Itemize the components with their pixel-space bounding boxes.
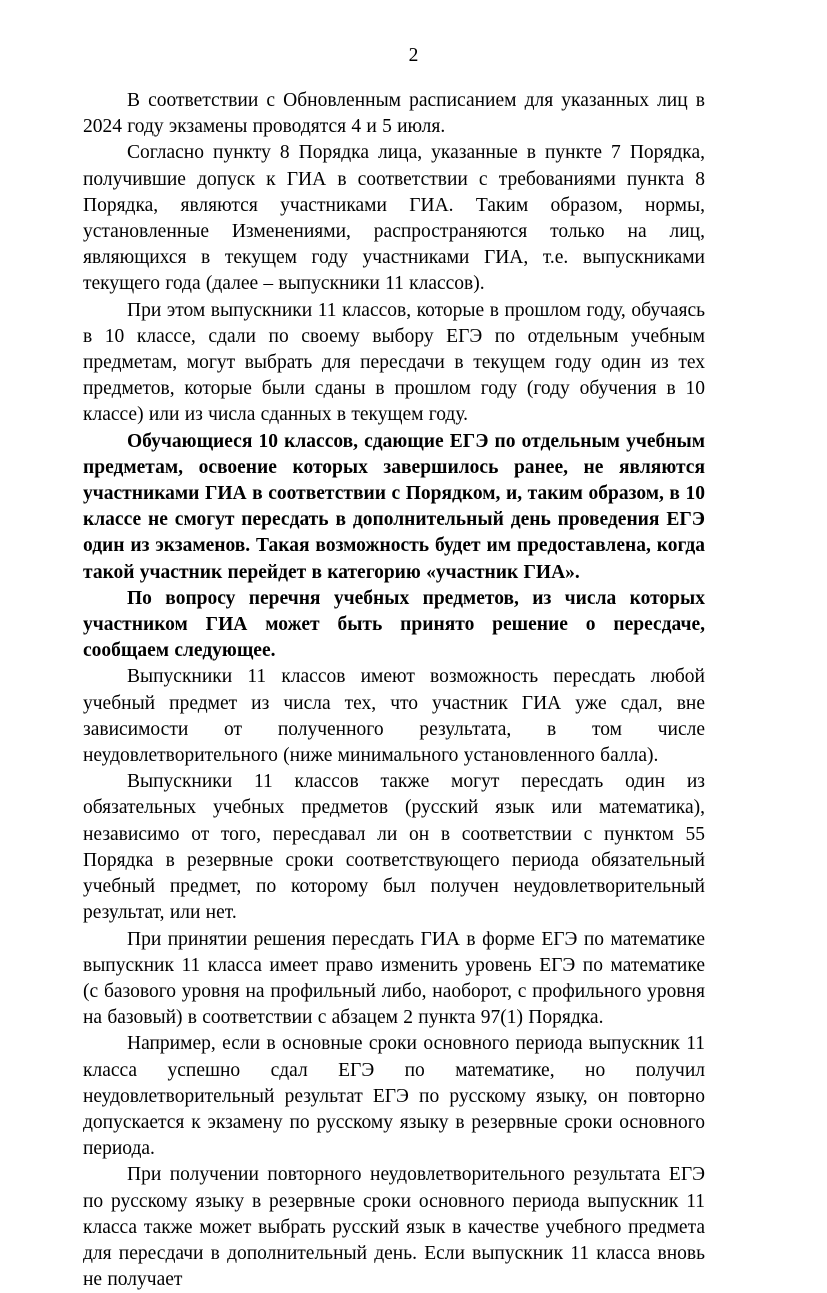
paragraph: В соответствии с Обновленным расписанием для указанных лиц в 2024 году экзамены проводятся 4 и 5 июля. bbox=[83, 90, 705, 138]
document-body bbox=[83, 88, 705, 1293]
page-number: 2 bbox=[408, 45, 419, 66]
paragraph-bold: По вопросу перечня учебных предметов, из числа которых участником ГИА может быть принято решение о пересдаче, сообщаем следующее. bbox=[83, 587, 705, 662]
paragraph: Согласно пункту 8 Порядка лица, указанные в пункте 7 Порядка, получившие допуск к ГИА в соответствии с требованиями пункта 8 Порядка, являются участниками ГИА. Таким образом, нормы, установленные Изменениями, распространяются только на лиц, являющихся в текущем году участниками ГИА, т.е. выпускниками текущего года (далее – выпускники 11 классов). bbox=[83, 142, 705, 295]
paragraph: При этом выпускники 11 классов, которые в прошлом году, обучаясь в 10 классе, сдали по своему выбору ЕГЭ по отдельным учебным предметам, могут выбрать для пересдачи в текущем году один из тех предметов, которые были сданы в прошлом году (году обучения в 10 классе) или из числа сданных в текущем году. bbox=[83, 299, 705, 426]
paragraph: Например, если в основные сроки основного периода выпускник 11 класса успешно сдал ЕГЭ по математике, но получил неудовлетворительный результат ЕГЭ по русскому языку, он повторно допускается к экзамену по русскому языку в резервные сроки основного периода. bbox=[83, 1033, 705, 1160]
paragraph: При принятии решения пересдать ГИА в форме ЕГЭ по математике выпускник 11 класса имеет право изменить уровень ЕГЭ по математике (с базового уровня на профильный либо, наоборот, с профильного уровня на базовый) в соответствии с абзацем 2 пункта 97(1) Порядка. bbox=[83, 928, 705, 1029]
paragraph: Выпускники 11 классов также могут пересдать один из обязательных учебных предметов (русский язык или математика), независимо от того, пересдавал ли он в соответствии с пунктом 55 Порядка в резервные сроки соответствующего периода обязательный учебный предмет, по которому был получен неудовлетворительный результат, или нет. bbox=[83, 771, 705, 924]
paragraph: Выпускники 11 классов имеют возможность пересдать любой учебный предмет из числа тех, что участник ГИА уже сдал, вне зависимости от полученного результата, в том числе неудовлетворительного (ниже минимального установленного балла). bbox=[83, 666, 705, 767]
paragraph: При получении повторного неудовлетворительного результата ЕГЭ по русскому языку в резервные сроки основного периода выпускник 11 класса также может выбрать русский язык в качестве учебного предмета для пересдачи в дополнительный день. Если выпускник 11 класса вновь не получает bbox=[83, 1164, 705, 1291]
paragraph-bold: Обучающиеся 10 классов, сдающие ЕГЭ по отдельным учебным предметам, освоение которых завершилось ранее, не являются участниками ГИА в соответствии с Порядком, и, таким образом, в 10 классе не смогут пересдать в дополнительный день проведения ЕГЭ один из экзаменов. Такая возможность будет им предоставлена, когда такой участник перейдет в категорию «участник ГИА». bbox=[83, 430, 705, 583]
